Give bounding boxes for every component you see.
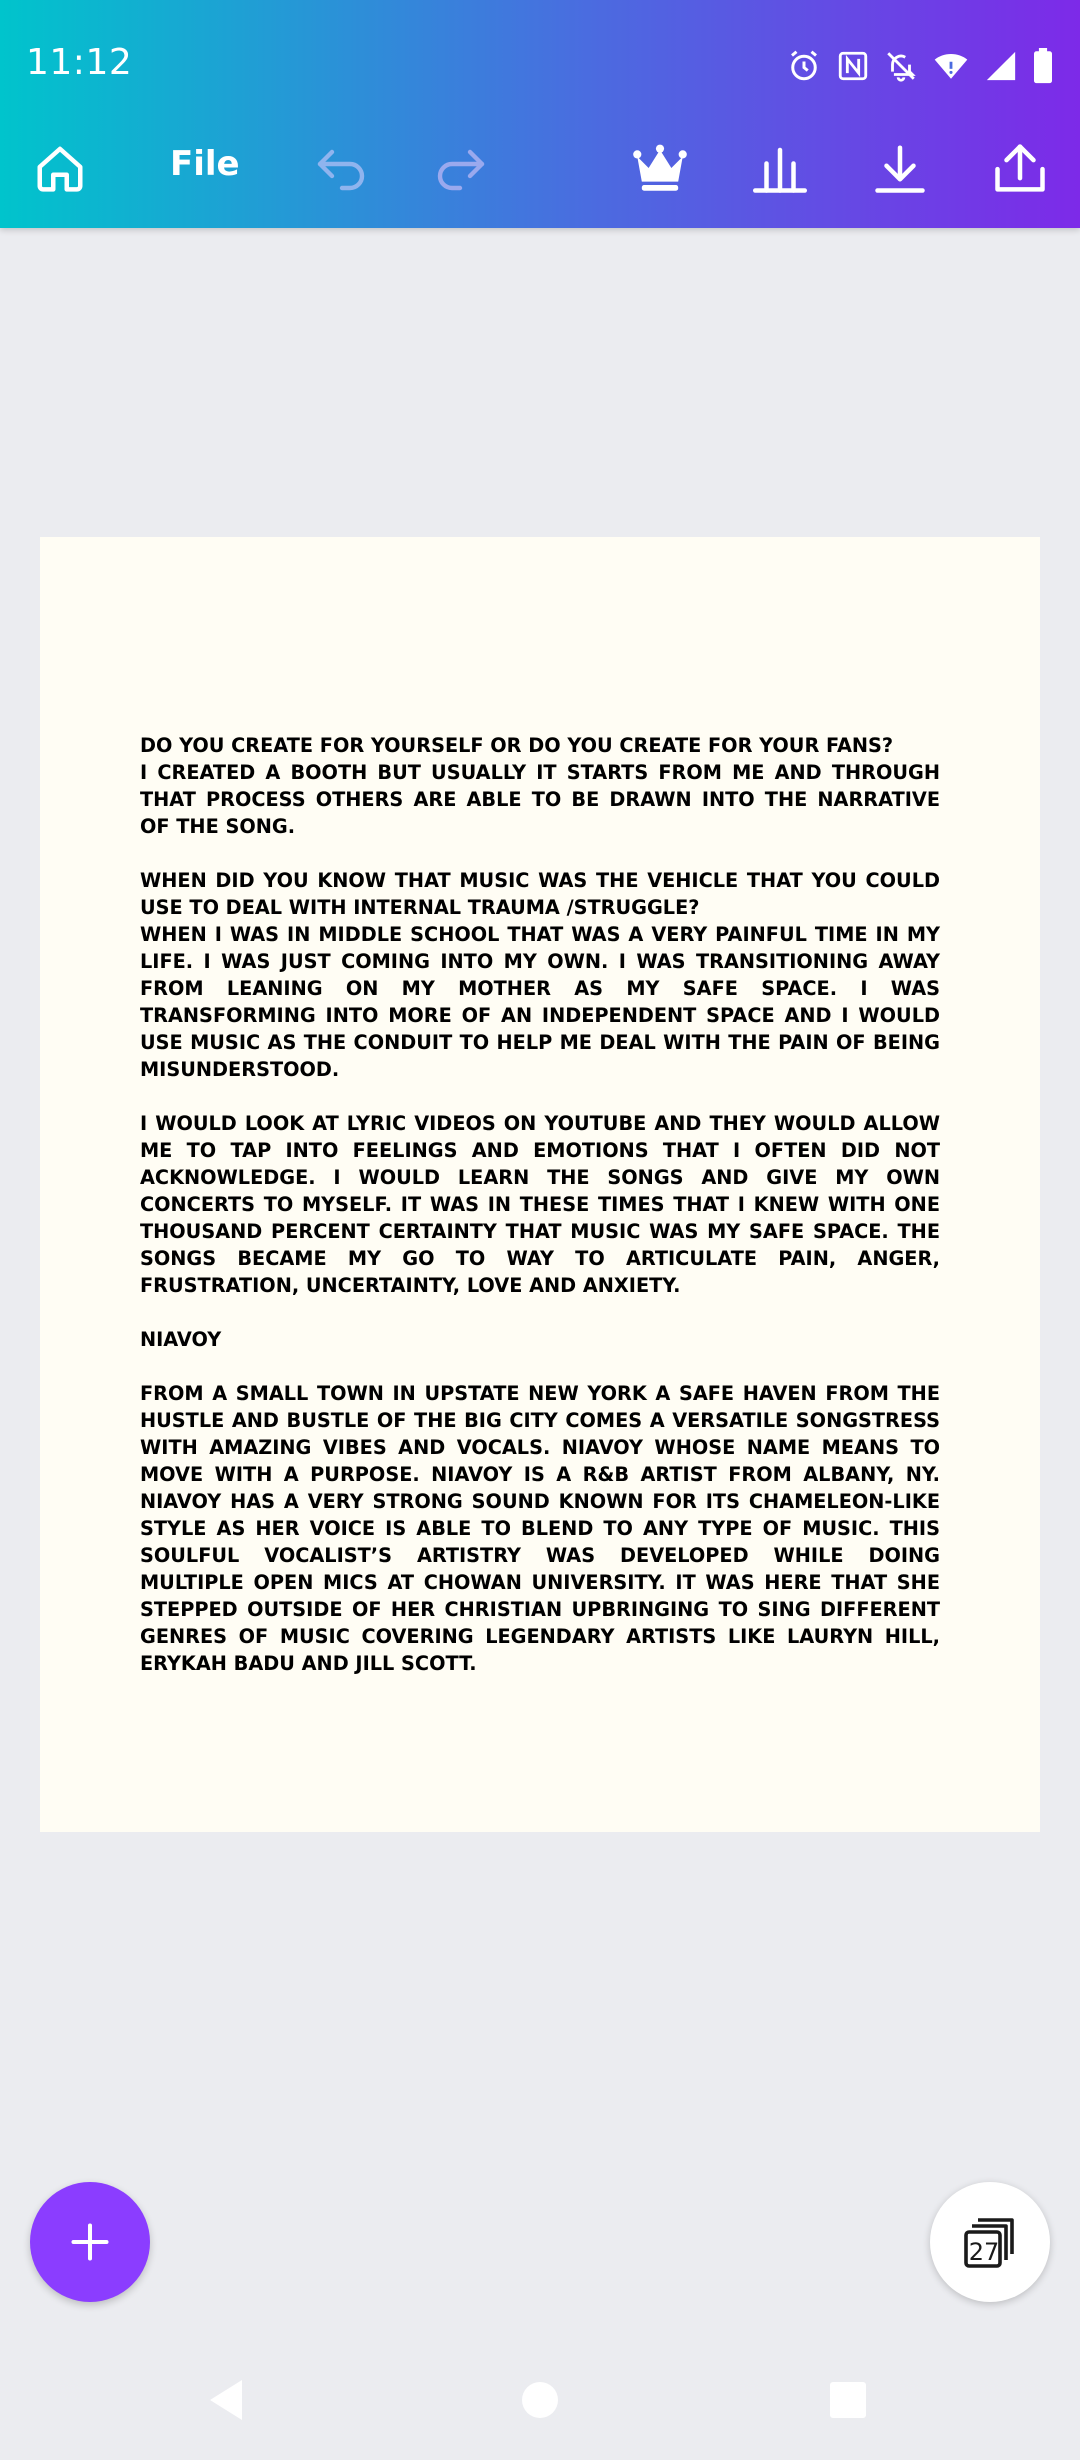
redo-button[interactable]: [424, 132, 496, 204]
question-2: WHEN DID YOU KNOW THAT MUSIC WAS THE VEHICLE THAT YOU COULD USE TO DEAL WITH INTERNAL TRAUMA /STRUGGLE?: [140, 869, 940, 919]
page-count: 27: [968, 2238, 1000, 2266]
section-heading: NIAVOY: [140, 1328, 222, 1351]
wifi-icon: [932, 49, 970, 83]
status-time: 11:12: [26, 42, 133, 83]
answer-1: I CREATED A BOOTH BUT USUALLY IT STARTS FROM ME AND THROUGH THAT PROCESS OTHERS ARE ABLE TO BE DRAWN INTO THE NARRATIVE OF THE SONG.: [140, 761, 940, 838]
download-icon: [873, 143, 927, 193]
share-button[interactable]: [984, 132, 1056, 204]
pages-button[interactable]: [930, 2182, 1050, 2302]
back-icon[interactable]: [206, 2378, 246, 2422]
status-icons: [786, 46, 1054, 86]
mute-icon: [884, 49, 918, 83]
battery-icon: [1032, 48, 1054, 84]
question-1: DO YOU CREATE FOR YOURSELF OR DO YOU CREATE FOR YOUR FANS?: [140, 734, 894, 757]
document-page[interactable]: [40, 537, 1040, 1832]
share-icon: [993, 142, 1047, 194]
add-element-button[interactable]: [30, 2182, 150, 2302]
home-circle-icon[interactable]: [520, 2380, 560, 2420]
plus-icon: [68, 2220, 112, 2264]
answer-2: WHEN I WAS IN MIDDLE SCHOOL THAT WAS A VERY PAINFUL TIME IN MY LIFE. I WAS JUST COMING INTO MY OWN. I WAS TRANSITIONING AWAY FROM LEANING ON MY MOTHER AS MY SAFE SPACE. I WAS TRANSFORMING INTO MORE OF AN INDEPENDENT SPACE AND I WOULD USE MUSIC AS THE CONDUIT TO HELP ME DEAL WITH THE PAIN OF BEING MISUNDERSTOOD.: [140, 923, 940, 1081]
alarm-icon: [786, 48, 822, 84]
crown-icon: [632, 143, 688, 193]
bio-paragraph: FROM A SMALL TOWN IN UPSTATE NEW YORK A SAFE HAVEN FROM THE HUSTLE AND BUSTLE OF THE BIG CITY COMES A VERSATILE SONGSTRESS WITH AMAZING VIBES AND VOCALS. NIAVOY WHOSE NAME MEANS TO MOVE WITH A PURPOSE. NIAVOY IS A R&B ARTIST FROM ALBANY, NY. NIAVOY HAS A VERY STRONG SOUND KNOWN FOR ITS CHAMELEON-LIKE STYLE AS HER VOICE IS ABLE TO BLEND TO ANY TYPE OF MUSIC. THIS SOULFUL VOCALIST’S ARTISTRY WAS DEVELOPED WHILE DOING MULTIPLE OPEN MICS AT CHOWAN UNIVERSITY. IT WAS HERE THAT SHE STEPPED OUTSIDE OF HER CHRISTIAN UPBRINGING TO SING DIFFERENT GENRES OF MUSIC COVERING LEGENDARY ARTISTS LIKE LAURYN HILL, ERYKAH BADU AND JILL SCOTT.: [140, 1382, 940, 1675]
signal-icon: [984, 49, 1018, 83]
insights-icon: [753, 143, 807, 193]
redo-icon: [432, 144, 488, 192]
recents-icon[interactable]: [828, 2380, 868, 2420]
insights-button[interactable]: [744, 132, 816, 204]
premium-button[interactable]: [624, 132, 696, 204]
answer-2-continued: I WOULD LOOK AT LYRIC VIDEOS ON YOUTUBE AND THEY WOULD ALLOW ME TO TAP INTO FEELINGS AND EMOTIONS THAT I OFTEN DID NOT ACKNOWLEDGE. I WOULD LEARN THE SONGS AND GIVE MY OWN CONCERTS TO MYSELF. IT WAS IN THESE TIMES THAT I KNEW WITH ONE THOUSAND PERCENT CERTAINTY THAT MUSIC WAS MY SAFE SPACE. THE SONGS BECAME MY GO TO WAY TO ARTICULATE PAIN, ANGER, FRUSTRATION, UNCERTAINTY, LOVE AND ANXIETY.: [140, 1112, 940, 1297]
download-button[interactable]: [864, 132, 936, 204]
undo-button[interactable]: [306, 132, 378, 204]
file-menu-button[interactable]: File: [170, 144, 240, 184]
home-icon: [33, 141, 87, 195]
system-nav-bar: [0, 2340, 1080, 2460]
nfc-icon: [836, 49, 870, 83]
home-button[interactable]: [24, 132, 96, 204]
undo-icon: [314, 144, 370, 192]
document-text-block[interactable]: [140, 732, 940, 1677]
top-app-bar: [0, 0, 1080, 228]
